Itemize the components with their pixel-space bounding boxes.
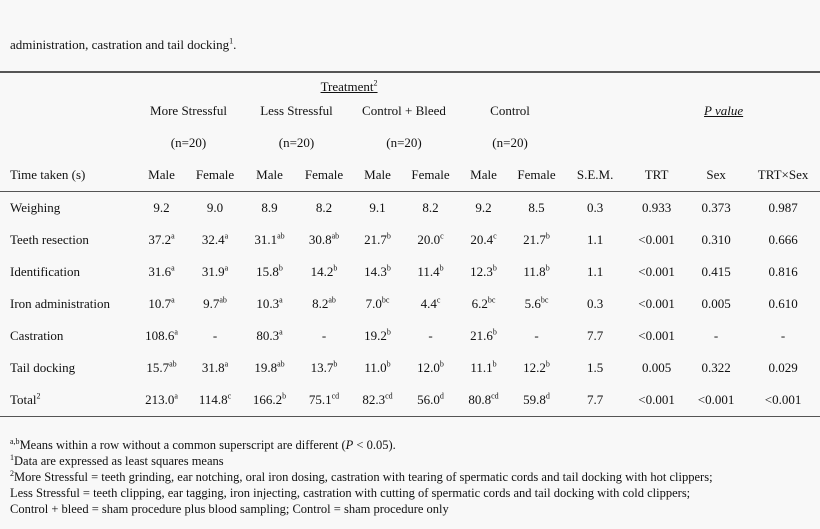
cell-value: 80.3 bbox=[256, 328, 280, 343]
value-cell bbox=[457, 256, 510, 288]
footnote-tail: < 0.05). bbox=[353, 438, 396, 452]
cell-superscript: c bbox=[436, 295, 441, 305]
cell-superscript: b bbox=[492, 359, 497, 369]
cell-superscript: b bbox=[492, 327, 497, 337]
cell-value: 14.3 bbox=[364, 264, 387, 279]
caption-text: administration, castration and tail docking bbox=[10, 37, 230, 52]
value-cell bbox=[404, 288, 457, 320]
trtxsex-cell: 0.987 bbox=[768, 200, 798, 215]
sem-cell: 0.3 bbox=[586, 296, 604, 311]
value-cell bbox=[297, 352, 351, 384]
group-name: More Stressful bbox=[150, 103, 227, 118]
cell-value: 114.8 bbox=[198, 392, 228, 407]
column-header: Male bbox=[135, 159, 188, 192]
trtxsex-cell: - bbox=[780, 328, 786, 343]
cell-superscript: b bbox=[333, 359, 338, 369]
cell-value: 4.4 bbox=[420, 296, 437, 311]
cell-value: 13.7 bbox=[310, 360, 334, 375]
value-cell bbox=[351, 224, 404, 256]
cell-value: - bbox=[534, 328, 539, 343]
cell-value: 11.8 bbox=[523, 264, 546, 279]
cell-superscript: a bbox=[174, 327, 178, 337]
row-label bbox=[0, 224, 135, 256]
value-cell bbox=[135, 384, 188, 417]
cell-superscript: ab bbox=[328, 295, 336, 305]
group-name: Control + Bleed bbox=[362, 103, 446, 118]
table-row bbox=[0, 224, 820, 256]
cell-superscript: c bbox=[440, 231, 444, 241]
footnote-marker: a,b bbox=[10, 436, 20, 446]
value-cell bbox=[297, 192, 351, 225]
cell-value: 15.7 bbox=[146, 360, 170, 375]
column-header: S.E.M. bbox=[563, 159, 627, 192]
cell-value: 37.2 bbox=[148, 232, 172, 247]
value-cell bbox=[297, 224, 351, 256]
value-cell bbox=[457, 384, 510, 417]
value-cell bbox=[188, 288, 242, 320]
cell-value: 31.1 bbox=[254, 232, 278, 247]
cell-superscript: a bbox=[171, 231, 175, 241]
cell-superscript: b bbox=[278, 263, 283, 273]
value-cell bbox=[351, 352, 404, 384]
cell-value: 82.3 bbox=[362, 392, 386, 407]
cell-value: 8.2 bbox=[312, 296, 329, 311]
value-cell bbox=[242, 256, 297, 288]
value-cell bbox=[510, 192, 563, 225]
cell-superscript: a bbox=[279, 295, 283, 305]
value-cell bbox=[297, 256, 351, 288]
cell-superscript: ab bbox=[277, 359, 285, 369]
row-label-text: Iron administration bbox=[10, 296, 111, 311]
row-label bbox=[0, 256, 135, 288]
cell-superscript: b bbox=[545, 359, 550, 369]
cell-value: - bbox=[212, 328, 218, 343]
cell-value: 5.6 bbox=[524, 296, 541, 311]
value-cell bbox=[510, 224, 563, 256]
trtxsex-cell: <0.001 bbox=[746, 384, 820, 417]
row-label-text: Teeth resection bbox=[10, 232, 89, 247]
table-row bbox=[0, 288, 820, 320]
cell-superscript: ab bbox=[169, 359, 177, 369]
cell-value: 8.2 bbox=[422, 200, 439, 215]
p-value-header: P value bbox=[704, 103, 744, 118]
treatment-sup: 2 bbox=[373, 78, 378, 88]
value-cell bbox=[242, 288, 297, 320]
cell-value: 11.1 bbox=[470, 360, 493, 375]
group-n-row bbox=[0, 127, 820, 159]
footnote bbox=[10, 453, 713, 469]
sem-cell: 1.1 bbox=[586, 232, 604, 247]
row-label bbox=[0, 192, 135, 225]
cell-value: 21.7 bbox=[364, 232, 387, 247]
sem-cell: 7.7 bbox=[586, 328, 604, 343]
value-cell bbox=[188, 352, 242, 384]
group-name: Less Stressful bbox=[260, 103, 333, 118]
cell-value: 12.0 bbox=[417, 360, 440, 375]
cell-superscript: b bbox=[492, 263, 497, 273]
column-header: Male bbox=[242, 159, 297, 192]
cell-superscript: b bbox=[386, 263, 391, 273]
column-header: Female bbox=[510, 159, 563, 192]
cell-superscript: b bbox=[333, 263, 338, 273]
cell-superscript: cd bbox=[491, 391, 499, 401]
cell-superscript: c bbox=[493, 231, 497, 241]
value-cell bbox=[351, 192, 404, 225]
value-cell bbox=[404, 224, 457, 256]
cell-value: 20.4 bbox=[470, 232, 494, 247]
cell-value: 59.8 bbox=[523, 392, 546, 407]
value-cell bbox=[404, 192, 457, 225]
table-row bbox=[0, 352, 820, 384]
cell-superscript: a bbox=[224, 231, 229, 241]
cell-value: - bbox=[321, 328, 327, 343]
treatment-header bbox=[135, 72, 563, 95]
value-cell bbox=[135, 352, 188, 384]
sex-cell: 0.415 bbox=[701, 264, 731, 279]
group-n: (n=20) bbox=[278, 135, 315, 150]
cell-value: 12.3 bbox=[470, 264, 493, 279]
cell-value: 9.2 bbox=[153, 200, 170, 215]
sex-cell: - bbox=[713, 328, 719, 343]
value-cell bbox=[457, 320, 510, 352]
cell-value: 9.7 bbox=[203, 296, 220, 311]
value-cell bbox=[188, 224, 242, 256]
table-row bbox=[0, 192, 820, 225]
value-cell bbox=[457, 352, 510, 384]
row-label bbox=[0, 352, 135, 384]
footnotes bbox=[10, 437, 713, 517]
column-header-row bbox=[0, 159, 820, 192]
row-label-sup: 2 bbox=[36, 391, 41, 401]
cell-value: 9.2 bbox=[475, 200, 492, 215]
row-label bbox=[0, 288, 135, 320]
treatment-label: Treatment bbox=[320, 79, 374, 94]
column-header: Time taken (s) bbox=[0, 159, 135, 192]
value-cell bbox=[297, 288, 351, 320]
value-cell bbox=[457, 288, 510, 320]
group-name-row bbox=[0, 95, 820, 127]
cell-value: 213.0 bbox=[145, 392, 175, 407]
value-cell bbox=[457, 224, 510, 256]
cell-superscript: b bbox=[545, 263, 550, 273]
column-header: Female bbox=[297, 159, 351, 192]
cell-superscript: a bbox=[174, 391, 178, 401]
value-cell bbox=[457, 192, 510, 225]
value-cell bbox=[351, 384, 404, 417]
trtxsex-cell: 0.816 bbox=[768, 264, 798, 279]
cell-superscript: a bbox=[279, 327, 283, 337]
footnote-text: Control + bleed = sham procedure plus blood sampling; Control = sham procedure only bbox=[10, 502, 449, 516]
cell-value: 15.8 bbox=[256, 264, 279, 279]
cell-value: 21.7 bbox=[523, 232, 546, 247]
cell-value: 11.0 bbox=[364, 360, 387, 375]
footnote bbox=[10, 437, 713, 453]
cell-superscript: a bbox=[224, 263, 229, 273]
table-row bbox=[0, 384, 820, 417]
row-label-text: Weighing bbox=[10, 200, 61, 215]
trtxsex-cell: 0.666 bbox=[768, 232, 798, 247]
group-n: (n=20) bbox=[170, 135, 207, 150]
footnote-italic: P bbox=[345, 438, 354, 452]
cell-value: 14.2 bbox=[310, 264, 334, 279]
value-cell bbox=[404, 384, 457, 417]
footnote bbox=[10, 485, 713, 501]
table-caption: administration, castration and tail docking$^1$. bbox=[10, 36, 237, 52]
cell-superscript: cd bbox=[385, 391, 393, 401]
value-cell bbox=[188, 192, 242, 225]
cell-value: 80.8 bbox=[468, 392, 492, 407]
cell-superscript: b bbox=[386, 327, 391, 337]
value-cell bbox=[188, 320, 242, 352]
cell-superscript: c bbox=[227, 391, 232, 401]
cell-value: 8.5 bbox=[528, 200, 545, 215]
sex-cell: 0.310 bbox=[701, 232, 731, 247]
cell-value: 20.0 bbox=[417, 232, 441, 247]
footnote bbox=[10, 469, 713, 485]
treatment-header-row bbox=[0, 72, 820, 95]
sex-cell: <0.001 bbox=[686, 384, 746, 417]
cell-superscript: b bbox=[439, 359, 444, 369]
cell-value: - bbox=[428, 328, 433, 343]
table-row bbox=[0, 256, 820, 288]
cell-value: 19.8 bbox=[254, 360, 278, 375]
cell-value: 108.6 bbox=[145, 328, 175, 343]
cell-value: 30.8 bbox=[308, 232, 332, 247]
trt-cell: <0.001 bbox=[627, 384, 686, 417]
cell-value: 8.9 bbox=[261, 200, 278, 215]
row-label bbox=[0, 384, 135, 417]
column-header: TRT×Sex bbox=[746, 159, 820, 192]
sem-cell: 0.3 bbox=[586, 200, 604, 215]
cell-superscript: ab bbox=[219, 295, 227, 305]
footnote-text: Means within a row without a common superscript are different ( bbox=[19, 438, 346, 452]
row-label-text: Castration bbox=[10, 328, 64, 343]
footnote-text: Data are expressed as least squares means bbox=[14, 454, 224, 468]
value-cell bbox=[351, 288, 404, 320]
value-cell bbox=[351, 320, 404, 352]
cell-superscript: bc bbox=[487, 295, 496, 305]
footnote-marker: 2 bbox=[10, 468, 14, 478]
trt-cell: <0.001 bbox=[638, 232, 675, 247]
cell-superscript: bc bbox=[540, 295, 549, 305]
value-cell bbox=[188, 256, 242, 288]
cell-value: 9.1 bbox=[369, 200, 386, 215]
trt-cell: 0.005 bbox=[641, 360, 672, 375]
cell-value: 31.6 bbox=[148, 264, 172, 279]
cell-value: 11.4 bbox=[417, 264, 440, 279]
row-label-text: Identification bbox=[10, 264, 81, 279]
trt-cell: <0.001 bbox=[638, 296, 675, 311]
cell-superscript: ab bbox=[331, 231, 340, 241]
row-label-text: Total bbox=[10, 392, 37, 407]
column-header: TRT bbox=[627, 159, 686, 192]
value-cell bbox=[242, 352, 297, 384]
cell-value: 75.1 bbox=[308, 392, 332, 407]
cell-value: 166.2 bbox=[252, 392, 283, 407]
footnote-text: Less Stressful = teeth clipping, ear tagging, iron injecting, castration with cutting of spermatic cords and tail docking with cold clippers; bbox=[10, 486, 691, 500]
cell-value: 19.2 bbox=[364, 328, 387, 343]
group-name: Control bbox=[490, 103, 530, 118]
row-label-text: Tail docking bbox=[10, 360, 76, 375]
value-cell bbox=[510, 256, 563, 288]
cell-value: 10.3 bbox=[256, 296, 280, 311]
cell-superscript: b bbox=[386, 231, 391, 241]
value-cell bbox=[135, 192, 188, 225]
value-cell bbox=[135, 224, 188, 256]
cell-superscript: d bbox=[439, 391, 444, 401]
sem-cell: 7.7 bbox=[563, 384, 627, 417]
sex-cell: 0.005 bbox=[701, 296, 731, 311]
column-header: Male bbox=[351, 159, 404, 192]
cell-superscript: a bbox=[224, 359, 229, 369]
trt-cell: <0.001 bbox=[638, 328, 675, 343]
row-label bbox=[0, 320, 135, 352]
table-row bbox=[0, 320, 820, 352]
cell-value: 21.6 bbox=[470, 328, 493, 343]
value-cell bbox=[404, 352, 457, 384]
caption-sup: 1 bbox=[229, 36, 234, 46]
footnote-marker: 1 bbox=[10, 452, 14, 462]
group-n: (n=20) bbox=[386, 135, 422, 150]
cell-superscript: b bbox=[386, 359, 391, 369]
sex-cell: 0.373 bbox=[701, 200, 731, 215]
trtxsex-cell: 0.029 bbox=[768, 360, 798, 375]
trt-cell: 0.933 bbox=[641, 200, 672, 215]
group-n: (n=20) bbox=[492, 135, 528, 150]
trtxsex-cell: 0.610 bbox=[768, 296, 798, 311]
cell-superscript: cd bbox=[331, 391, 340, 401]
sex-cell: 0.322 bbox=[701, 360, 731, 375]
cell-value: 10.7 bbox=[148, 296, 172, 311]
value-cell bbox=[510, 352, 563, 384]
trt-cell: <0.001 bbox=[638, 264, 675, 279]
sem-cell: 1.5 bbox=[586, 360, 604, 375]
value-cell bbox=[242, 320, 297, 352]
cell-superscript: a bbox=[171, 295, 175, 305]
cell-superscript: a bbox=[171, 263, 175, 273]
cell-superscript: ab bbox=[277, 231, 285, 241]
footnote bbox=[10, 501, 713, 517]
value-cell bbox=[510, 288, 563, 320]
column-header: Male bbox=[457, 159, 510, 192]
value-cell bbox=[510, 320, 563, 352]
value-cell bbox=[242, 192, 297, 225]
value-cell bbox=[404, 256, 457, 288]
footnote-text: More Stressful = teeth grinding, ear notching, oral iron dosing, castration with tearing of spermatic cords and tail docking with hot clippers; bbox=[14, 470, 713, 484]
cell-superscript: b bbox=[282, 391, 287, 401]
results-table bbox=[0, 71, 820, 417]
cell-value: 8.2 bbox=[315, 200, 333, 215]
cell-superscript: bc bbox=[381, 295, 390, 305]
cell-superscript: b bbox=[439, 263, 444, 273]
value-cell bbox=[242, 224, 297, 256]
cell-superscript: b bbox=[545, 231, 550, 241]
value-cell bbox=[297, 384, 351, 417]
cell-value: 32.4 bbox=[201, 232, 225, 247]
value-cell bbox=[188, 384, 242, 417]
value-cell bbox=[351, 256, 404, 288]
cell-value: 31.9 bbox=[201, 264, 225, 279]
value-cell bbox=[135, 320, 188, 352]
value-cell bbox=[135, 288, 188, 320]
cell-value: 12.2 bbox=[523, 360, 546, 375]
cell-superscript: d bbox=[545, 391, 550, 401]
column-header: Female bbox=[404, 159, 457, 192]
value-cell bbox=[242, 384, 297, 417]
value-cell bbox=[297, 320, 351, 352]
value-cell bbox=[510, 384, 563, 417]
column-header: Female bbox=[188, 159, 242, 192]
cell-value: 7.0 bbox=[365, 296, 382, 311]
cell-value: 56.0 bbox=[417, 392, 440, 407]
value-cell bbox=[135, 256, 188, 288]
column-header: Sex bbox=[686, 159, 746, 192]
cell-value: 6.2 bbox=[471, 296, 488, 311]
cell-value: 9.0 bbox=[206, 200, 224, 215]
cell-value: 31.8 bbox=[201, 360, 225, 375]
sem-cell: 1.1 bbox=[586, 264, 604, 279]
value-cell bbox=[404, 320, 457, 352]
